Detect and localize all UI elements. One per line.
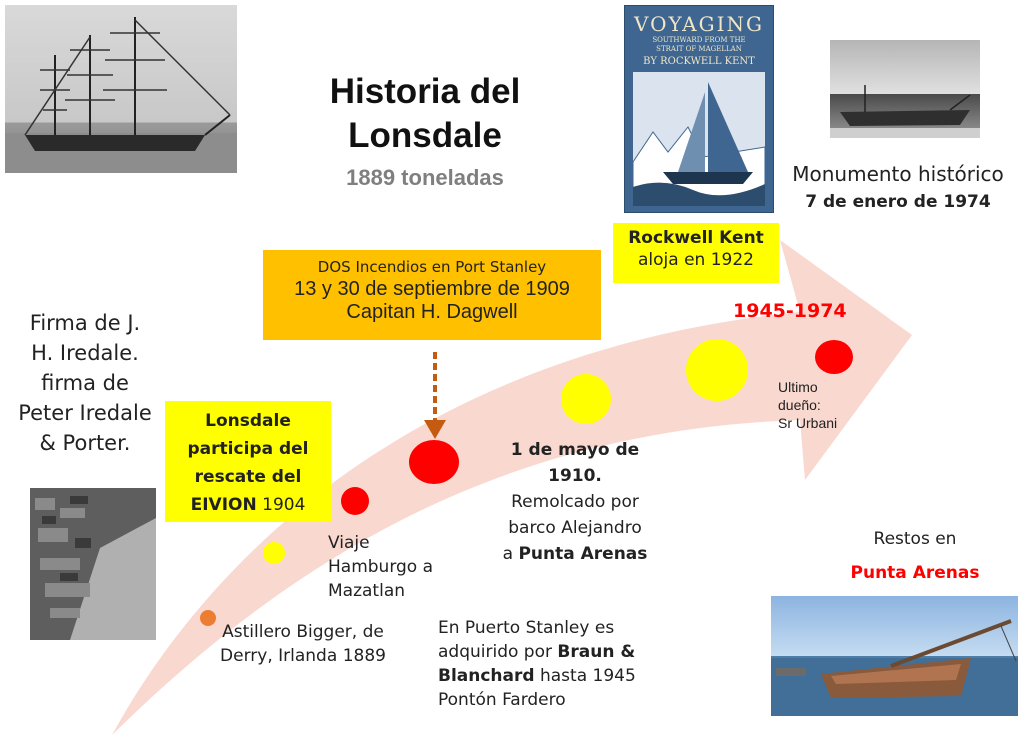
- book-subtitle: SOUTHWARD FROM THE STRAIT OF MAGELLAN: [652, 36, 746, 53]
- timeline-dot-1922: [686, 339, 748, 401]
- monument-text: Monumento histórico 7 de enero de 1974: [792, 162, 1004, 212]
- remains-text: Restos en Punta Arenas: [850, 529, 980, 583]
- timeline-dot-1910: [561, 374, 611, 424]
- book-illustration: [633, 72, 765, 206]
- port-photo: [30, 488, 156, 640]
- rescue-box: Lonsdale participa del rescate del EIVION 1904: [165, 401, 331, 522]
- tow-text: 1 de mayo de 1910. Remolcado por barco Alejandro a Punta Arenas: [502, 440, 648, 564]
- last-owner-text: Ultimo dueño: Sr Urbani: [778, 379, 838, 431]
- period-label: 1945-1974: [733, 300, 847, 322]
- timeline-dot-1945: [815, 340, 853, 374]
- shipyard-text: Astillero Bigger, de Derry, Irlanda 1889: [220, 622, 386, 666]
- timeline-dot-voyage: [341, 487, 369, 515]
- fire-pointer-arrow: [420, 350, 450, 442]
- timeline-dot-1909: [409, 440, 459, 484]
- book-author: BY ROCKWELL KENT: [643, 56, 755, 67]
- ship-photo: [5, 5, 237, 173]
- timeline-dot-1904: [263, 542, 285, 564]
- fire-box: DOS Incendios en Port Stanley 13 y 30 de septiembre de 1909 Capitan H. Dagwell: [263, 250, 601, 340]
- book-cover: [624, 5, 774, 213]
- book-title: VOYAGING: [634, 12, 764, 36]
- monument-photo: [830, 40, 980, 138]
- page-title: Historia del Lonsdale: [329, 72, 521, 155]
- kent-box: Rockwell Kent aloja en 1922: [613, 223, 779, 283]
- signature-text: Firma de J. H. Iredale. firma de Peter Iredale & Porter.: [18, 311, 152, 455]
- voyage-text: Viaje Hamburgo a Mazatlan: [328, 533, 434, 601]
- stanley-text: En Puerto Stanley es adquirido por Braun & Blanchard hasta 1945 Pontón Fardero: [438, 618, 636, 710]
- page-subtitle: 1889 toneladas: [346, 165, 504, 190]
- wreck-photo: [771, 596, 1018, 716]
